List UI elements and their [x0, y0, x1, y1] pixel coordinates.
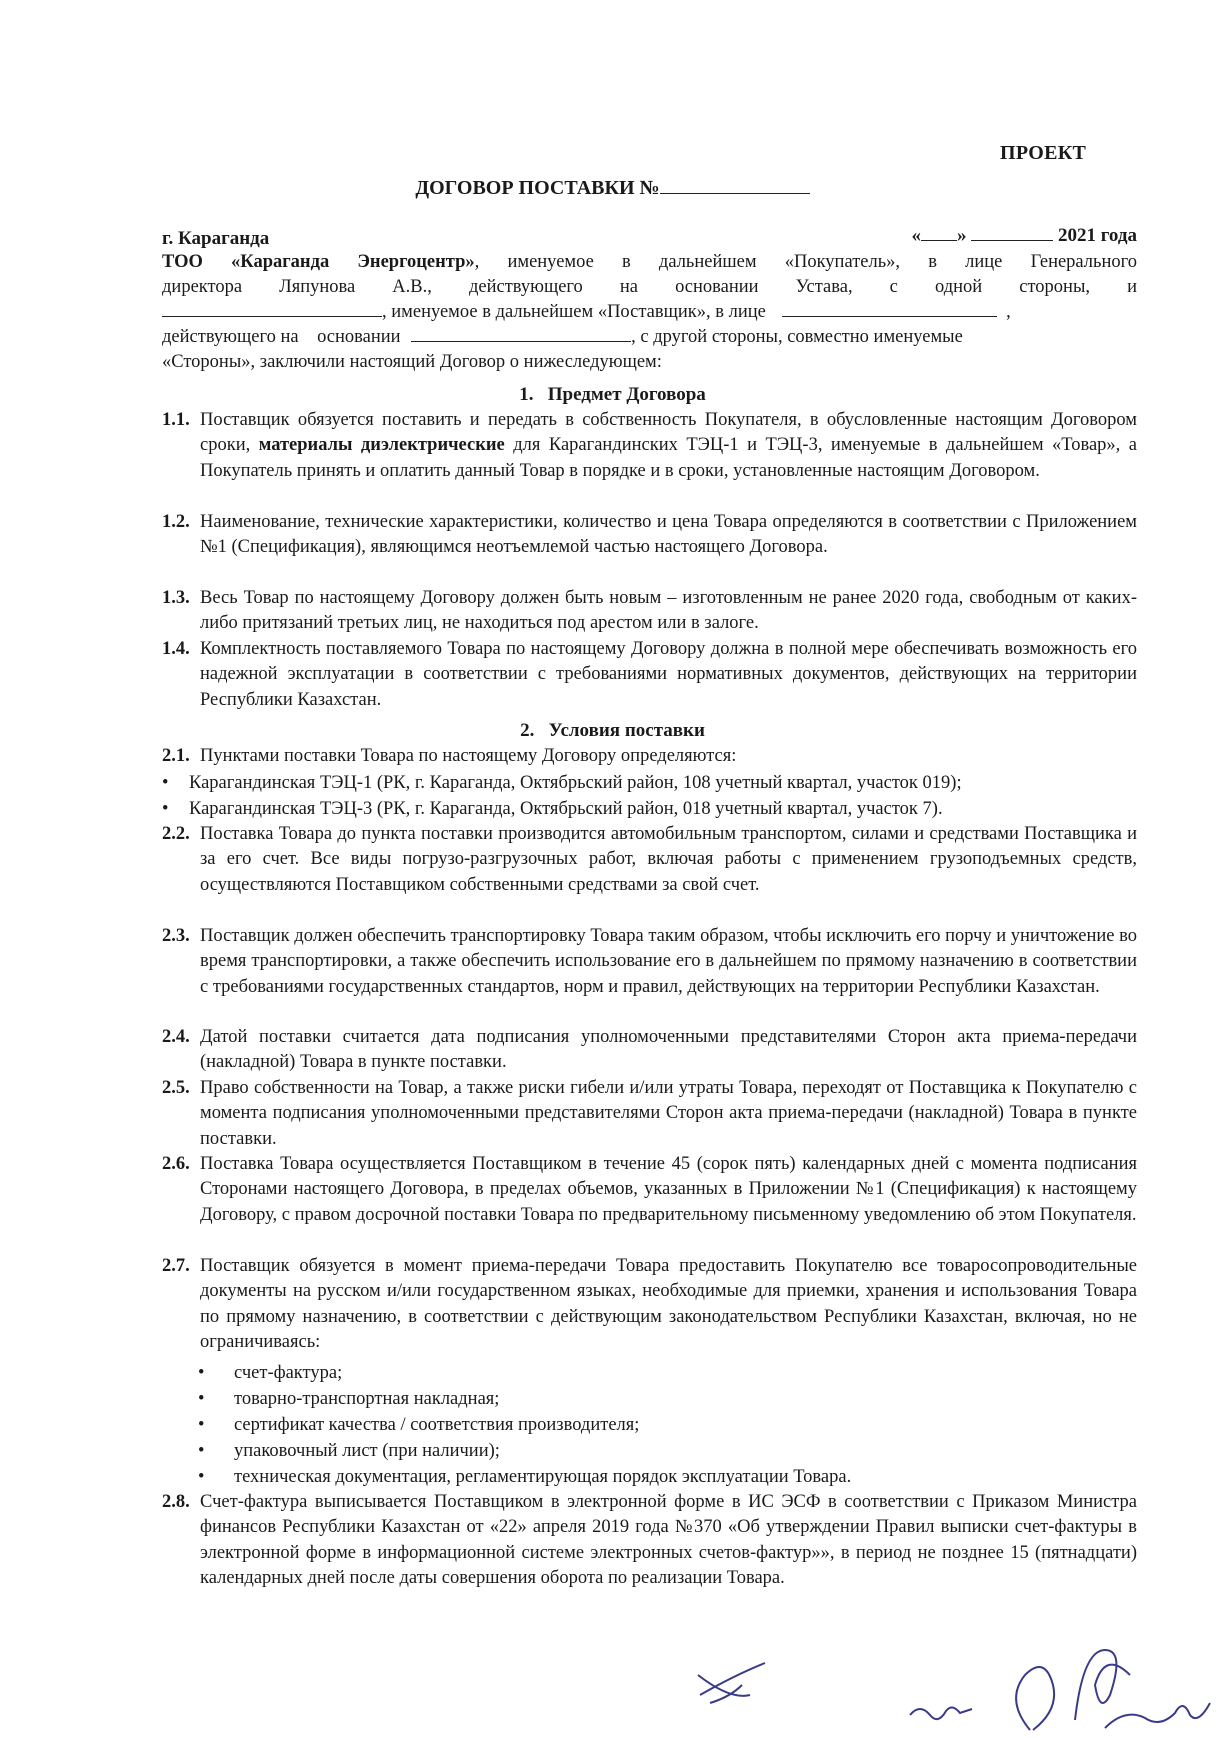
contract-date: [912, 224, 1137, 247]
clause-number: 2.2.: [162, 824, 190, 844]
document-item-text: упаковочный лист (при наличии);: [234, 1441, 500, 1461]
delivery-point-text: Карагандинская ТЭЦ-3 (РК, г. Караганда, Октябрьский район, 018 учетный квартал, участок 7).: [189, 799, 943, 819]
clause-2-4: [162, 1025, 1137, 1076]
clause-2-7: [162, 1254, 1137, 1355]
bullet-icon: •: [198, 1415, 205, 1435]
section-2-heading: 2. Условия поставки: [520, 720, 705, 741]
signature-mark-1: [690, 1655, 780, 1715]
supplier-name-blank: [162, 300, 382, 317]
preamble-line-1: [162, 250, 1137, 275]
clause-text: Пунктами поставки Товара по настоящему Договору определяются:: [200, 746, 737, 766]
clause-1-4: [162, 637, 1137, 713]
document-item: [198, 1387, 499, 1412]
document-item: [198, 1465, 851, 1490]
delivery-point-2: [162, 797, 943, 822]
clause-2-8: [162, 1490, 1137, 1591]
clause-2-6: [162, 1152, 1137, 1228]
clause-text: Весь Товар по настоящему Договору должен быть новым – изготовленным не ранее 2020 года, свободным от каких-либо притязаний третьих лиц, не находиться под арестом или в залоге.: [200, 588, 1137, 634]
preamble-line-5: «Стороны», заключили настоящий Договор о нижеследующем:: [162, 352, 662, 372]
contract-number-blank: [660, 175, 810, 194]
preamble-text-4a: действующего на основании: [162, 327, 401, 347]
basis-blank: [411, 325, 631, 342]
month-blank: [971, 224, 1053, 241]
document-item: [198, 1439, 500, 1464]
document-item-text: сертификат качества / соответствия производителя;: [234, 1415, 640, 1435]
preamble-text-3: , именуемое в дальнейшем «Поставщик», в лице: [382, 302, 766, 322]
clause-2-5: [162, 1076, 1137, 1152]
bullet-icon: •: [198, 1467, 205, 1487]
clause-1-1-subject: материалы диэлектрические: [258, 435, 505, 456]
preamble-line-2: директора Ляпунова А.В., действующего на основании Устава, с одной стороны, и: [162, 277, 1137, 297]
clause-text: Поставщик должен обеспечить транспортировку Товара таким образом, чтобы исключить его порчу и уничтожение во время транспортировки, а также обеспечить использование его в дальнейшем по прямому назначению в соответствии с требованиями государственных стандартов, норм и правил, действующих на территории Республики Казахстан.: [200, 926, 1138, 997]
preamble-line-4: [162, 325, 1137, 350]
clause-text: Наименование, технические характеристики, количество и цена Товара определяются в соответствии с Приложением №1 (Спецификация), являющимся неотъемлемой частью настоящего Договора.: [200, 512, 1137, 558]
document-item-text: товарно-транспортная накладная;: [234, 1389, 500, 1409]
clause-2-3: [162, 924, 1137, 1000]
preamble-line-3: [162, 300, 1137, 325]
clause-text: Комплектность поставляемого Товара по настоящему Договору должна в полной мере обеспечивать возможность его надежной эксплуатации в соответствии с требованиями нормативных документов, действующих на территории Республики Казахстан.: [200, 639, 1137, 710]
clause-text: Поставка Товара осуществляется Поставщиком в течение 45 (сорок пять) календарных дней с момента подписания Сторонами настоящего Договора, в пределах объемов, указанных в Приложении №1 (Спецификация) к настоящему Договору, с правом досрочной поставки Товара по предварительному письменному уведомлению об этом Покупателя.: [200, 1154, 1137, 1225]
clause-number: 2.4.: [162, 1027, 190, 1047]
clause-1-1-text-a: Поставщик обязуется поставить и передать в собственность Покупателя, в обусловленные настоящим Договором сроки,: [200, 410, 1137, 456]
preamble-comma: ,: [1006, 302, 1011, 322]
clause-1-1-text-b: для Карагандинских ТЭЦ-1 и ТЭЦ-3, именуемые в дальнейшем «Товар», а Покупатель принять и оплатить данный Товар в порядке и в сроки, установленные настоящим Договором.: [200, 435, 1137, 481]
contract-title-text: ДОГОВОР ПОСТАВКИ №: [415, 177, 660, 199]
clause-1-3: [162, 586, 1137, 637]
preamble-text-4b: , с другой стороны, совместно именуемые: [631, 327, 963, 347]
clause-number: 2.8.: [162, 1492, 190, 1512]
section-1-heading: 1. Предмет Договора: [519, 384, 706, 405]
clause-1-1: [162, 408, 1137, 484]
clause-number: 1.1.: [162, 410, 190, 430]
clause-number: 2.3.: [162, 926, 190, 946]
supplier-rep-blank: [782, 300, 997, 317]
city: г. Караганда: [162, 228, 270, 249]
clause-1-2: [162, 510, 1137, 561]
clause-2-1: [162, 744, 1137, 769]
document-item-text: техническая документация, регламентирующая порядок эксплуатации Товара.: [234, 1467, 852, 1487]
bullet-icon: •: [198, 1363, 205, 1383]
clause-text: Счет-фактура выписывается Поставщиком в электронной форме в ИС ЭСФ в соответствии с Приказом Министра финансов Республики Казахстан от «22» апреля 2019 года №370 «Об утверждении Правил выписки счет-фактуры в электронной форме в информационной системе электронных счетов-фактур»», в период не позднее 15 (пятнадцати) календарных дней после даты совершения оборота по реализации Товара.: [200, 1492, 1137, 1588]
document-item-text: счет-фактура;: [234, 1363, 343, 1383]
clause-text: Поставщик обязуется в момент приема-передачи Товара предоставить Покупателю все товаросопроводительные документы на русском и/или государственном языках, необходимые для приемки, хранения и использования Товара по прямому назначению, в соответствии с действующим законодательством Республики Казахстан, включая, но не ограничиваясь:: [200, 1256, 1137, 1352]
delivery-point-text: Карагандинская ТЭЦ-1 (РК, г. Караганда, Октябрьский район, 108 учетный квартал, участок 019);: [189, 773, 962, 793]
clause-number: 2.6.: [162, 1154, 190, 1174]
preamble-text-1: , именуемое в дальнейшем «Покупатель», в лице Генерального: [474, 252, 1137, 272]
clause-2-2: [162, 822, 1137, 898]
date-quote-close: »: [957, 225, 967, 246]
clause-text: Поставка Товара до пункта поставки производится автомобильным транспортом, силами и средствами Поставщика и за его счет. Все виды погрузо-разгрузочных работ, включая работы с применением грузоподъемных средств, осуществляются Поставщиком собственными средствами за свой счет.: [200, 824, 1137, 895]
day-blank: [921, 224, 957, 241]
bullet-icon: •: [198, 1389, 205, 1409]
clause-text: [200, 408, 1137, 484]
draft-label: ПРОЕКТ: [1000, 142, 1087, 164]
signature-mark-2: [900, 1620, 1220, 1735]
bullet-icon: •: [162, 773, 169, 793]
clause-number: 2.1.: [162, 746, 190, 766]
clause-number: 1.2.: [162, 512, 190, 532]
date-year: 2021 года: [1058, 225, 1137, 246]
contract-title: [0, 175, 1225, 200]
date-quote-open: «: [911, 225, 922, 246]
document-item: [198, 1413, 639, 1438]
clause-text: Право собственности на Товар, а также риски гибели и/или утраты Товара, переходят от Поставщика к Покупателю с момента подписания уполномоченными представителями Сторон акта приема-передачи (накладной) Товара в пункте поставки.: [200, 1078, 1137, 1149]
bullet-icon: •: [162, 799, 169, 819]
bullet-icon: •: [198, 1441, 205, 1461]
buyer-name: ТОО «Караганда Энергоцентр»: [162, 252, 475, 272]
clause-number: 1.4.: [162, 639, 190, 659]
clause-number: 1.3.: [162, 588, 190, 608]
document-item: [198, 1361, 342, 1386]
clause-text: Датой поставки считается дата подписания уполномоченными представителями Сторон акта приема-передачи (накладной) Товара в пункте поставки.: [200, 1027, 1137, 1073]
clause-number: 2.5.: [162, 1078, 190, 1098]
delivery-point-1: [162, 771, 962, 796]
clause-number: 2.7.: [162, 1256, 190, 1276]
